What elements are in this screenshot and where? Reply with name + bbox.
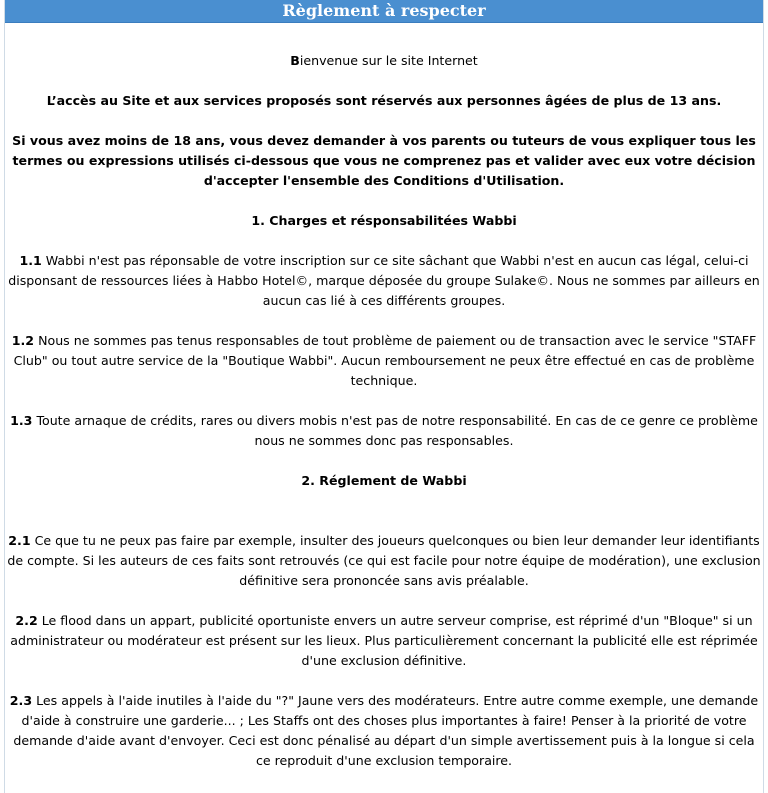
rule-text: Nous ne sommes pas tenus responsables de tout problème de paiement ou de transaction avec le service "STAFF Club" ou tout autre service de la "Boutique Wabbi". Aucun remboursement ne peux être effectué en cas de problème technique.	[13, 333, 757, 388]
age-access-notice: L’accès au Site et aux services proposés sont réservés aux personnes âgées de plus de 13 ans.	[46, 93, 722, 108]
rule-item-2-1	[7, 531, 761, 591]
rule-number: 2.3	[9, 693, 33, 708]
rule-text: Toute arnaque de crédits, rares ou divers mobis n'est pas de notre responsabilité. En cas de ce genre ce problème nous ne sommes donc pas responsables.	[36, 413, 758, 448]
rules-content	[5, 23, 763, 771]
minor-notice: Si vous avez moins de 18 ans, vous devez demander à vos parents ou tuteurs de vous expliquer tous les termes ou expressions utilisés ci-dessous que vous ne comprenez pas et valider avec eux votre décision d'accepter l'ensemble des Conditions d'Utilisation.	[12, 133, 756, 188]
rule-number: 2.2	[15, 613, 38, 628]
rule-number: 1.1	[19, 253, 42, 268]
welcome-rest: ienvenue sur le site Internet	[299, 53, 478, 68]
rule-item-1-1	[7, 251, 761, 311]
welcome-text	[7, 51, 761, 71]
rule-item-2-3	[7, 691, 761, 771]
rule-text: Ce que tu ne peux pas faire par exemple, insulter des joueurs quelconques ou bien leur demander leur identifiants de compte. Si les auteurs de ces faits sont retrouvés (ce qui est facile pour notre équipe de modération), une exclusion définitive sera prononcée sans avis préalable.	[7, 533, 761, 588]
rule-number: 1.2	[11, 333, 35, 348]
rule-item-1-2	[7, 331, 761, 391]
rule-number: 2.1	[8, 533, 31, 548]
rules-panel	[4, 0, 764, 793]
section-title-reglement: 2. Réglement de Wabbi	[301, 473, 467, 488]
rule-number: 1.3	[10, 413, 33, 428]
section-title-charges: 1. Charges et résponsabilitées Wabbi	[251, 213, 517, 228]
rule-text: Wabbi n'est pas réponsable de votre inscription sur ce site sâchant que Wabbi n'est en aucun cas légal, celui-ci disponsant de ressources liées à Habbo Hotel©, marque déposée du groupe Sulake©. Nous ne sommes par ailleurs en aucun cas lié à ces différents groupes.	[8, 253, 760, 308]
rule-text: Les appels à l'aide inutiles à l'aide du "?" Jaune vers des modérateurs. Entre autre comme exemple, une demande d'aide à construire une garderie... ; Les Staffs ont des choses plus importantes à faire! Penser à la priorité de votre demande d'aide avant d'envoyer. Ceci est donc pénalisé au départ d'un simple avertissement puis à la longue si cela ce reproduit d'une exclusion temporaire.	[13, 693, 759, 768]
page-title: Règlement à respecter	[5, 0, 763, 23]
rule-text: Le flood dans un appart, publicité oportuniste envers un autre serveur comprise, est réprimé d'un "Bloque" si un administrateur ou modérateur est présent sur les lieux. Plus particulièrement concernant la publicité elle est réprimée d'une exclusion définitive.	[10, 613, 758, 668]
welcome-initial: B	[290, 53, 300, 68]
rule-item-1-3	[7, 411, 761, 451]
rule-item-2-2	[7, 611, 761, 671]
